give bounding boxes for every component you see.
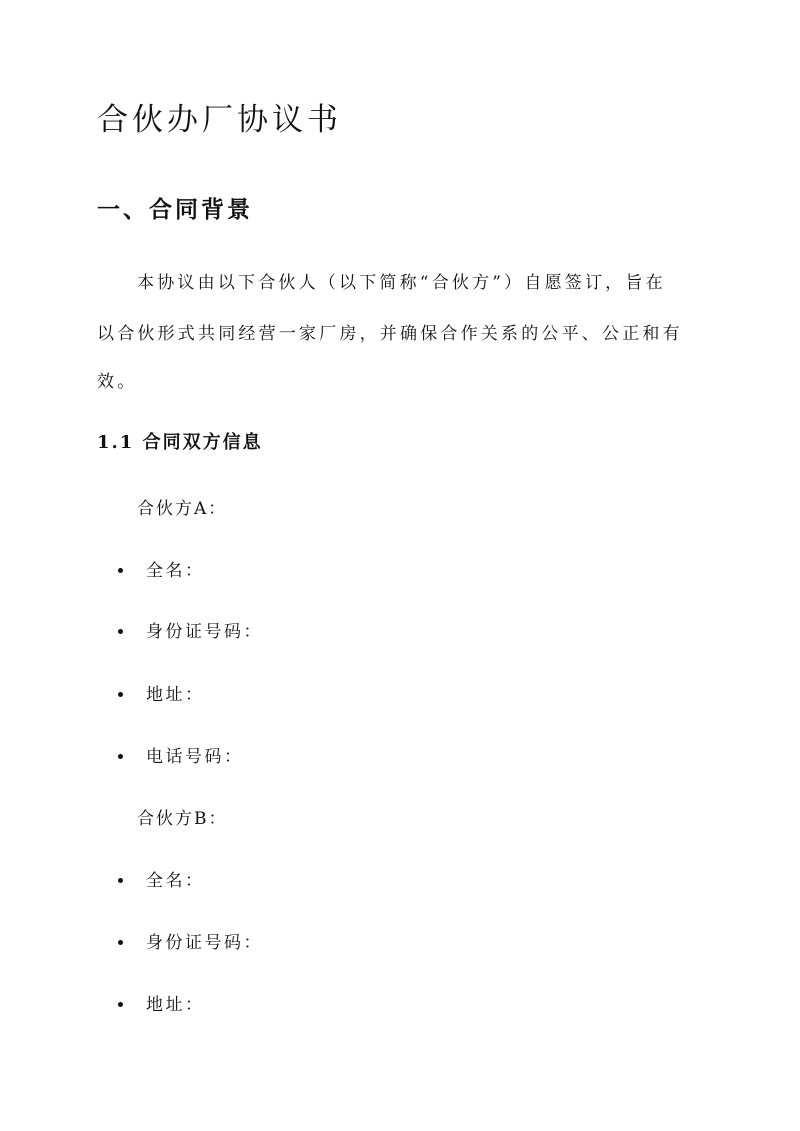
party-a-field-id: 身份证号码： <box>146 622 263 642</box>
bullet-icon <box>118 568 123 573</box>
bullet-icon <box>118 629 123 634</box>
party-a-field-phone: 电话号码： <box>146 747 244 767</box>
paragraph-line-3: 效。 <box>97 372 138 392</box>
party-b-field-address: 地址： <box>146 995 205 1015</box>
section-heading-background: 一、合同背景 <box>97 196 253 223</box>
bullet-icon <box>118 692 123 697</box>
subsection-heading-party-info: 1.1 合同双方信息 <box>97 432 263 453</box>
party-a-field-address: 地址： <box>146 685 205 705</box>
paragraph-line-2: 以合伙形式共同经营一家厂房，并确保合作关系的公平、公正和有 <box>97 324 683 344</box>
bullet-icon <box>118 754 123 759</box>
bullet-icon <box>118 878 123 883</box>
paragraph-line-1: 本协议由以下合伙人（以下简称“合伙方”）自愿签订，旨在 <box>137 273 666 293</box>
party-a-label: 合伙方A： <box>137 499 228 519</box>
party-b-field-name: 全名： <box>146 871 205 891</box>
party-b-label: 合伙方B： <box>137 809 228 829</box>
party-a-field-name: 全名： <box>146 561 205 581</box>
bullet-icon <box>118 1002 123 1007</box>
party-b-field-id: 身份证号码： <box>146 933 263 953</box>
bullet-icon <box>118 940 123 945</box>
document-title: 合伙办厂协议书 <box>97 102 342 138</box>
